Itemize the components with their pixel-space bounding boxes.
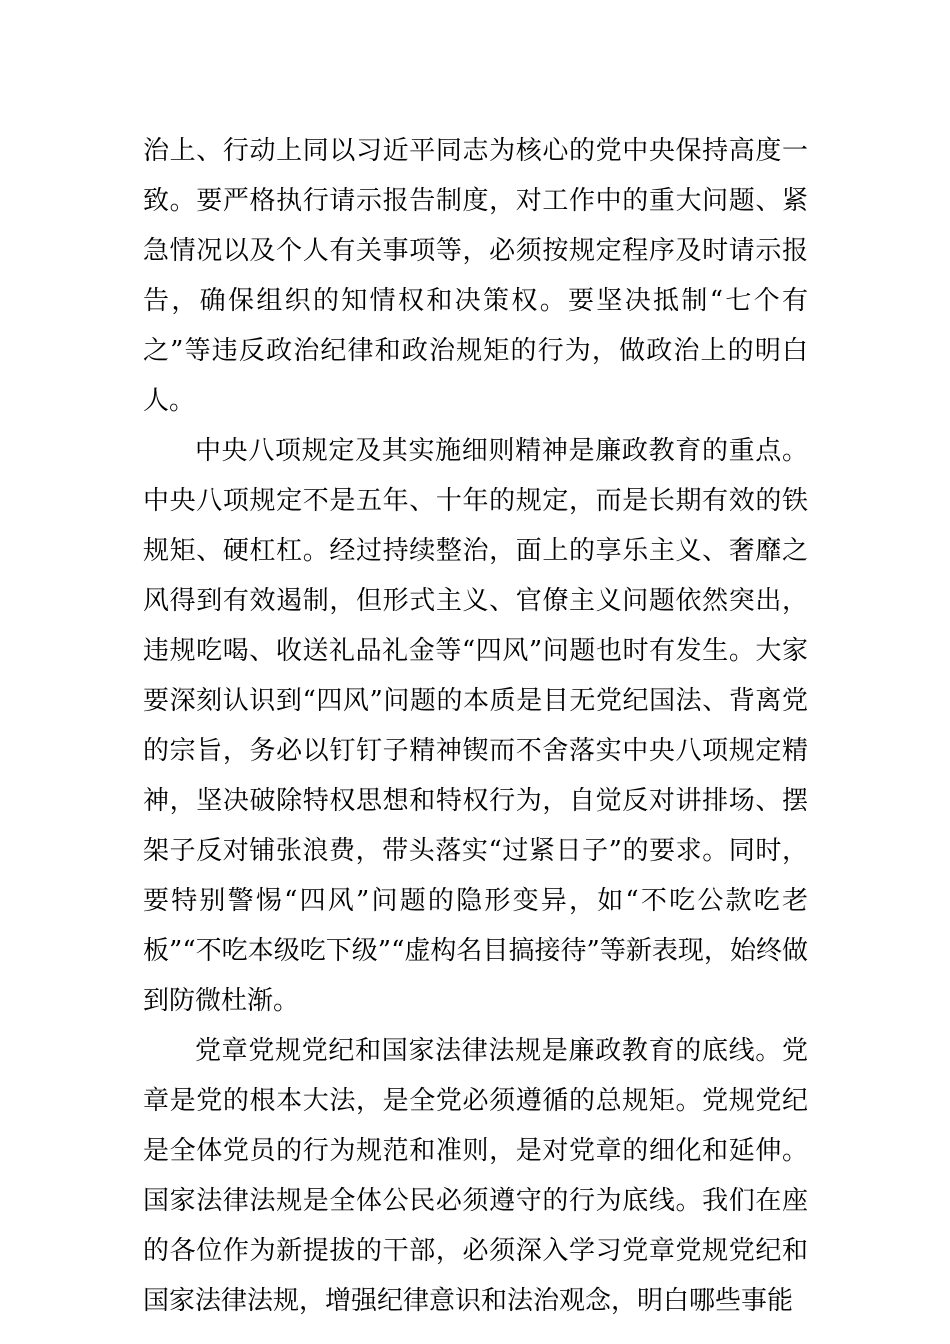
paragraph-party-rules: 党章党规党纪和国家法律法规是廉政教育的底线。党章是党的根本大法，是全党必须遵循的总规矩。党规党纪是全体党员的行为规范和准则，是对党章的细化和延伸。国家法律法规是全体公民必须遵守的行为底线。我们在座的各位作为新提拔的干部，必须深入学习党章党规党纪和国家法律法规，增强纪律意识和法治观念，明白哪些事能 [143,1036,808,1316]
paragraph-eight-regulations: 中央八项规定及其实施细则精神是廉政教育的重点。中央八项规定不是五年、十年的规定，而是长期有效的铁规矩、硬杠杠。经过持续整治，面上的享乐主义、奢靡之风得到有效遏制，但形式主义、官僚主义问题依然突出，违规吃喝、收送礼品礼金等“四风”问题也时有发生。大家要深刻认识到“四风”问题的本质是目无党纪国法、背离党的宗旨，务必以钉钉子精神锲而不舍落实中央八项规定精神，坚决破除特权思想和特权行为，自觉反对讲排场、摆架子反对铺张浪费，带头落实“过紧日子”的要求。同时，要特别警惕“四风”问题的隐形变异，如“不吃公款吃老板”“不吃本级吃下级”“虚构名目搞接待”等新表现，始终做到防微杜渐。 [143,436,808,1016]
paragraph-continued: 治上、行动上同以习近平同志为核心的党中央保持高度一致。要严格执行请示报告制度，对工作中的重大问题、紧急情况以及个人有关事项等，必须按规定程序及时请示报告，确保组织的知情权和决策权。要坚决抵制“七个有之”等违反政治纪律和政治规矩的行为，做政治上的明白人。 [143,136,808,416]
document-body [143,126,808,1326]
